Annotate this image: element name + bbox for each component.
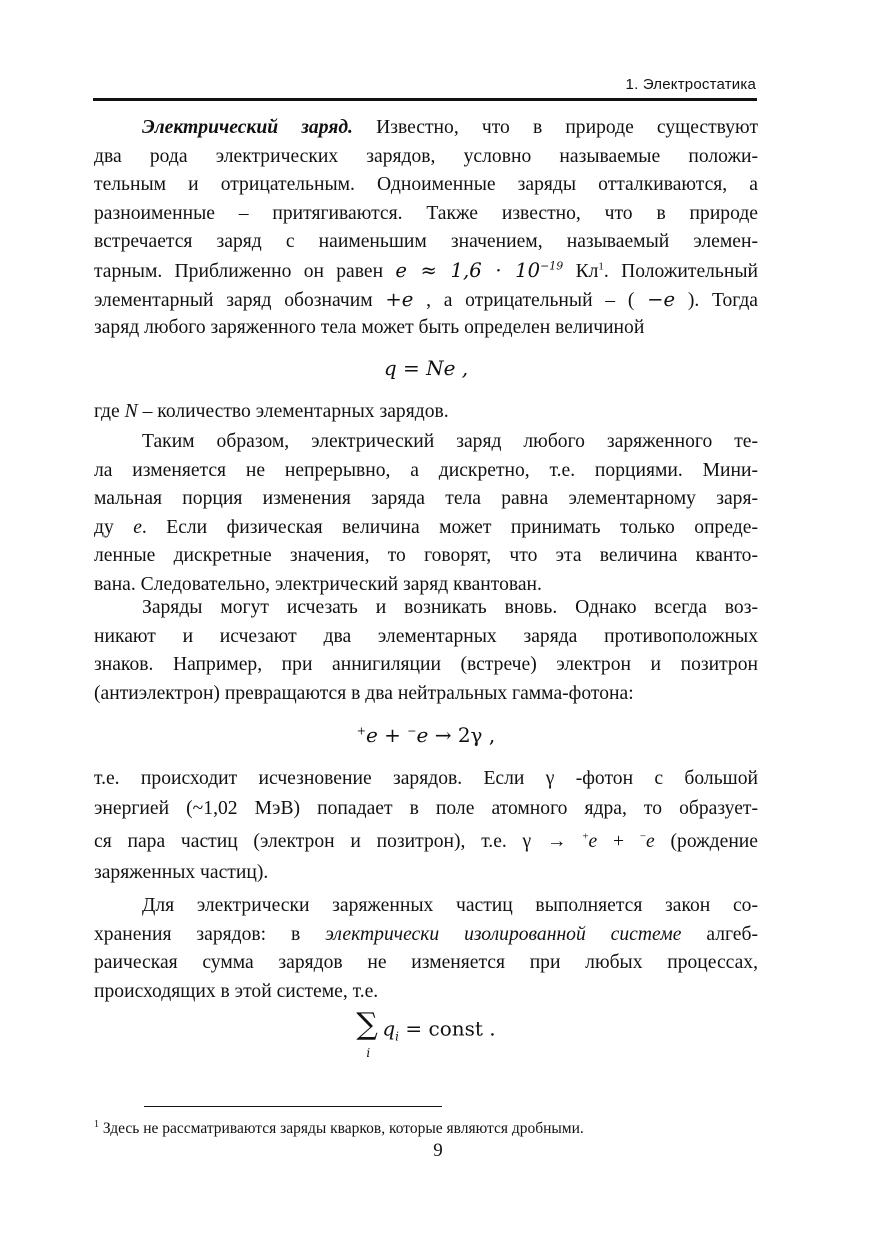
text-line [94, 514, 758, 543]
text-line [94, 921, 758, 950]
formula-annihilation [94, 723, 758, 747]
footnote-rule [144, 1106, 442, 1107]
sigma-symbol: ∑ [356, 1007, 378, 1042]
inline-formula-elementary-charge [395, 259, 563, 282]
text-line: разноименные – притягиваются. Также известно, что в природе [94, 202, 758, 224]
text-line: раическая сумма зарядов не изменяется при любых процессах, [94, 952, 758, 974]
equals-const: = const . [399, 1016, 496, 1041]
text-span: . Если физическая величина может принимать только опреде- [141, 516, 758, 538]
formula-charge-conservation [94, 1007, 758, 1060]
text-line: встречается заряд с наименьшим значением, называемый элемен- [94, 231, 758, 253]
text-line: энергией (~1,02 МэВ) попадает в поле атомного ядра, то образует- [94, 798, 758, 819]
text-span: – количество элементарных зарядов. [137, 401, 449, 422]
footnote-marker: 1 [598, 260, 604, 273]
text-line: Таким образом, электрический заряд любого заряженного те- [142, 431, 758, 452]
text-line: заряженных частиц). [94, 862, 269, 883]
text-span: ). Тогда [675, 289, 758, 311]
text-line: ла изменяется не непрерывно, а дискретно, т.е. порциями. Мини- [94, 459, 758, 481]
charge-variable: q [382, 1016, 396, 1041]
text-span: ду [94, 516, 134, 538]
formula-explanation [94, 398, 758, 427]
text-line [94, 286, 758, 315]
electron-symbol: e [416, 723, 429, 747]
paragraph-quantization [94, 428, 758, 600]
text-line [94, 257, 758, 286]
text-line: происходящих в этой системе, т.е. [94, 980, 379, 1002]
text-line: два рода электрических зарядов, условно называемые положи- [94, 145, 758, 167]
text-span: Известно, что в природе существуют [352, 117, 759, 138]
text-line: никают и исчезают два элементарных заряда противоположных [94, 625, 758, 647]
text-span: хранения зарядов: в [94, 923, 326, 945]
text-span: где [94, 401, 125, 422]
page-number: 9 [433, 1140, 443, 1161]
unit-label: Кл [563, 260, 599, 282]
header-rule [93, 98, 757, 101]
text-span: , а отрицательный – ( [413, 289, 648, 311]
text-line: Заряды могут исчезать и возникать вновь. Однако всегда воз- [142, 597, 758, 618]
positron-symbol: e [588, 831, 598, 852]
math-span: e ≈ 1,6 · 10 [395, 258, 541, 282]
text-span: ся пара частиц (электрон и позитрон), т.е. γ → [94, 831, 583, 852]
text-line: вана. Следовательно, электрический заряд квантован. [94, 573, 542, 595]
paragraph-annihilation [94, 594, 758, 708]
text-line: знаков. Например, при аннигиляции (встрече) электрон и позитрон [94, 654, 758, 676]
charge-sign-superscript: − [407, 724, 417, 738]
text-line: (антиэлектрон) превращаются в два нейтральных гамма-фотона: [94, 682, 634, 704]
footnote-marker: 1 [94, 1118, 99, 1130]
term-electric-charge: Электрический заряд. [142, 117, 353, 138]
text-span: . Положительный [603, 260, 758, 282]
charge-sign-superscript: + [582, 830, 589, 843]
text-line [94, 825, 758, 859]
summation [356, 1007, 382, 1060]
text-line: тельным и отрицательным. Одноименные заряды отталкиваются, а [94, 174, 758, 196]
electron-symbol: e [646, 831, 655, 852]
charge-sign-superscript: + [356, 724, 366, 738]
paragraph-pair-production [94, 765, 758, 888]
text-span: тарным. Приближенно он равен [94, 260, 396, 282]
text-span: элементарный заряд обозначим [94, 289, 386, 311]
emphasis-isolated-system: электрически изолированной системе [325, 923, 682, 945]
exponent: −19 [540, 259, 564, 273]
text-line [94, 114, 758, 143]
charge-subscript: i [395, 1029, 400, 1044]
reaction-products: → 2γ , [428, 723, 496, 747]
formula-charge-quantization: q = Ne , [383, 356, 469, 380]
text-line [94, 398, 758, 427]
text-line: Для электрически заряженных частиц выполняется закон со- [142, 895, 758, 916]
inline-formula-negative-charge: −e [647, 287, 676, 311]
plus-operator: + [377, 723, 408, 747]
footnote-text: Здесь не рассматриваются заряды кварков, которые являются дробными. [99, 1120, 584, 1137]
paragraph-conservation [94, 892, 758, 1006]
positron-symbol: e [365, 723, 378, 747]
running-head: 1. Электростатика [625, 76, 756, 93]
text-span: алгеб- [681, 923, 758, 945]
text-span: (рождение [654, 831, 758, 852]
inline-formula-positive-charge: +e [385, 287, 414, 311]
variable-e: e [133, 516, 142, 538]
charge-sign-superscript: − [639, 830, 647, 843]
plus-operator: + [597, 831, 640, 852]
summation-index: i [366, 1046, 371, 1060]
paragraph-electric-charge [94, 114, 758, 343]
text-line: мальная порция изменения заряда тела равна элементарному заря- [94, 488, 758, 510]
footnote [94, 1120, 584, 1138]
variable-n: N [124, 401, 138, 422]
text-line: т.е. происходит исчезновение зарядов. Если γ -фотон с большой [94, 768, 758, 789]
text-line: заряд любого заряженного тела может быть определен величиной [94, 317, 645, 339]
text-line: ленные дискретные значения, то говорят, что эта величина кванто- [94, 545, 758, 567]
